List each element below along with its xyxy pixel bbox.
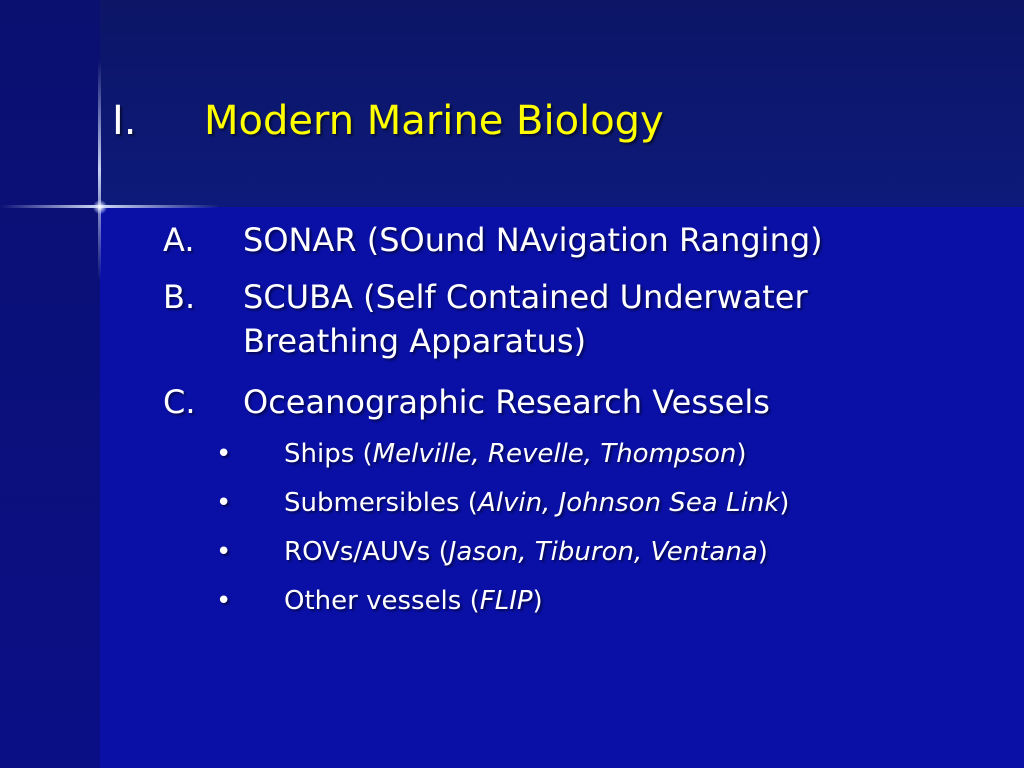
item-text: Oceanographic Research Vessels	[243, 383, 770, 421]
outline-item-c	[163, 380, 770, 424]
bullet-icon: •	[216, 488, 232, 518]
item-marker: C.	[163, 383, 196, 421]
bullet-text: Other vessels (FLIP)	[284, 586, 543, 616]
title-text: Modern Marine Biology	[204, 98, 664, 144]
sub-bullet-other	[212, 583, 543, 619]
title-number: I.	[112, 98, 137, 144]
sparkle-vertical-ray	[98, 60, 101, 280]
outline-item-b	[163, 275, 808, 363]
bullet-icon: •	[216, 439, 232, 469]
item-text-line: Breathing Apparatus)	[243, 322, 587, 360]
item-marker: A.	[163, 221, 195, 259]
item-text: SONAR (SOund NAvigation Ranging)	[243, 221, 823, 259]
bullet-icon: •	[216, 586, 232, 616]
bullet-text: ROVs/AUVs (Jason, Tiburon, Ventana)	[284, 537, 768, 567]
left-band	[0, 0, 100, 768]
sub-bullet-submersibles	[212, 485, 789, 521]
bullet-text: Ships (Melville, Revelle, Thompson)	[284, 439, 747, 469]
item-marker: B.	[163, 278, 196, 316]
bullet-text: Submersibles (Alvin, Johnson Sea Link)	[284, 488, 790, 518]
item-text-line: SCUBA (Self Contained Underwater	[243, 278, 808, 316]
sub-bullet-ships	[212, 436, 747, 472]
sub-bullet-rovs	[212, 534, 768, 570]
item-text	[243, 275, 808, 363]
outline-item-a	[163, 218, 823, 262]
slide-title	[112, 95, 664, 147]
sparkle-horizontal-ray	[0, 205, 220, 208]
sparkle-star-icon	[93, 200, 107, 214]
bullet-icon: •	[216, 537, 232, 567]
